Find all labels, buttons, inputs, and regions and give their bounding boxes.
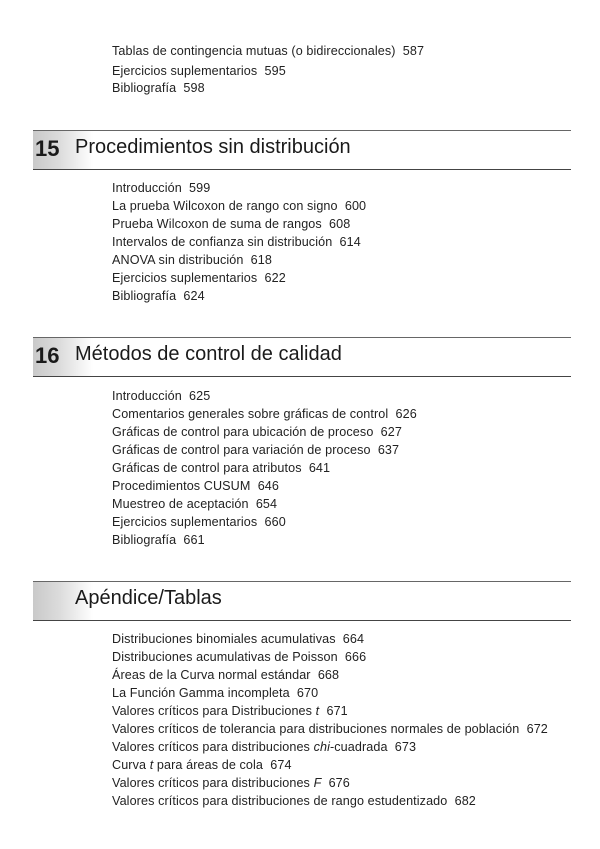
- entry-title: Valores críticos de tolerancia para distribuciones normales de población: [112, 722, 520, 736]
- entry-title: ANOVA sin distribución: [112, 253, 244, 267]
- entry-title: Tablas de contingencia mutuas (o bidireccionales): [112, 44, 396, 58]
- entry-title: Distribuciones acumulativas de Poisson: [112, 650, 338, 664]
- chapter-number: 15: [35, 136, 60, 161]
- entry-title: Curva: [112, 758, 150, 772]
- entry-title: Intervalos de confianza sin distribución: [112, 235, 333, 249]
- entry-title: Áreas de la Curva normal estándar: [112, 668, 311, 682]
- entry-title: Ejercicios suplementarios: [112, 64, 258, 78]
- entry-title: Gráficas de control para atributos: [112, 461, 302, 475]
- entry-title: Bibliografía: [112, 289, 177, 303]
- chapter-title: Apéndice/Tablas: [75, 587, 222, 609]
- divider: [33, 130, 571, 131]
- entry-title: Ejercicios suplementarios: [112, 271, 258, 285]
- entry-page: 599: [189, 181, 211, 195]
- entry-title: Valores críticos para distribuciones de rango estudentizado: [112, 794, 448, 808]
- entry-title: Introducción: [112, 389, 182, 403]
- chapter-heading: [33, 130, 571, 170]
- entry-title: Bibliografía: [112, 533, 177, 547]
- entry-page: 608: [329, 217, 351, 231]
- divider: [33, 169, 571, 170]
- entry-page: 600: [344, 199, 367, 213]
- entry-title-italic: F: [313, 776, 322, 790]
- entry-page: 637: [377, 443, 400, 457]
- entry-page: 664: [342, 632, 365, 646]
- entry-title: La Función Gamma incompleta: [112, 686, 290, 700]
- divider: [33, 337, 571, 338]
- entry-page: 666: [344, 650, 367, 664]
- entry-title: Bibliografía: [112, 81, 177, 95]
- entry-page: 668: [317, 668, 340, 682]
- entry-title: Distribuciones binomiales acumulativas: [112, 632, 336, 646]
- entry-page: 618: [250, 253, 272, 267]
- entry-title-italic: chi: [313, 740, 330, 754]
- entry-title: Ejercicios suplementarios: [112, 515, 258, 529]
- entry-title-italic: t: [149, 758, 154, 772]
- chapter-title: Métodos de control de calidad: [75, 343, 342, 365]
- entry-page: 624: [183, 289, 205, 303]
- divider: [33, 620, 571, 621]
- entry-page: 673: [394, 740, 417, 754]
- entry-page: 646: [257, 479, 279, 493]
- entry-title: Prueba Wilcoxon de suma de rangos: [112, 217, 322, 231]
- entry-page: 682: [454, 794, 476, 808]
- entry-page: 672: [526, 722, 548, 736]
- entry-title: Valores críticos para Distribuciones: [112, 704, 316, 718]
- entry-page: 674: [270, 758, 292, 772]
- entry-page: 625: [189, 389, 211, 403]
- entry-title: Gráficas de control para variación de proceso: [112, 443, 371, 457]
- entry-title: Introducción: [112, 181, 182, 195]
- entry-title: Comentarios generales sobre gráficas de control: [112, 407, 389, 421]
- entry-title: Muestreo de aceptación: [112, 497, 249, 511]
- entry-page: 671: [326, 704, 348, 718]
- chapter-heading: [33, 337, 571, 377]
- entry-title: La prueba Wilcoxon de rango con signo: [112, 199, 338, 213]
- entry-page: 587: [402, 44, 425, 58]
- entry-page: 626: [395, 407, 417, 421]
- entry-page: 660: [264, 515, 286, 529]
- entry-title: Valores críticos para distribuciones: [112, 740, 314, 754]
- entry-title-suffix: -cuadrada: [329, 740, 388, 754]
- divider: [33, 581, 571, 582]
- divider: [33, 376, 571, 377]
- entry-title: Valores críticos para distribuciones: [112, 776, 314, 790]
- entry-page: 661: [183, 533, 205, 547]
- entry-page: 641: [308, 461, 331, 475]
- entry-title-suffix: para áreas de cola: [153, 758, 264, 772]
- entry-page: 622: [264, 271, 286, 285]
- entry-title-italic: t: [315, 704, 320, 718]
- entry-page: 595: [264, 64, 286, 78]
- entry-title: Gráficas de control para ubicación de proceso: [112, 425, 374, 439]
- entry-page: 676: [328, 776, 350, 790]
- entry-page: 670: [296, 686, 319, 700]
- chapter-heading: [33, 581, 571, 621]
- chapter-title: Procedimientos sin distribución: [75, 136, 351, 158]
- chapter-number: 16: [35, 343, 60, 368]
- entry-page: 614: [339, 235, 361, 249]
- entry-title: Procedimientos CUSUM: [112, 479, 251, 493]
- entry-page: 654: [255, 497, 278, 511]
- entry-page: 598: [183, 81, 205, 95]
- entry-page: 627: [380, 425, 402, 439]
